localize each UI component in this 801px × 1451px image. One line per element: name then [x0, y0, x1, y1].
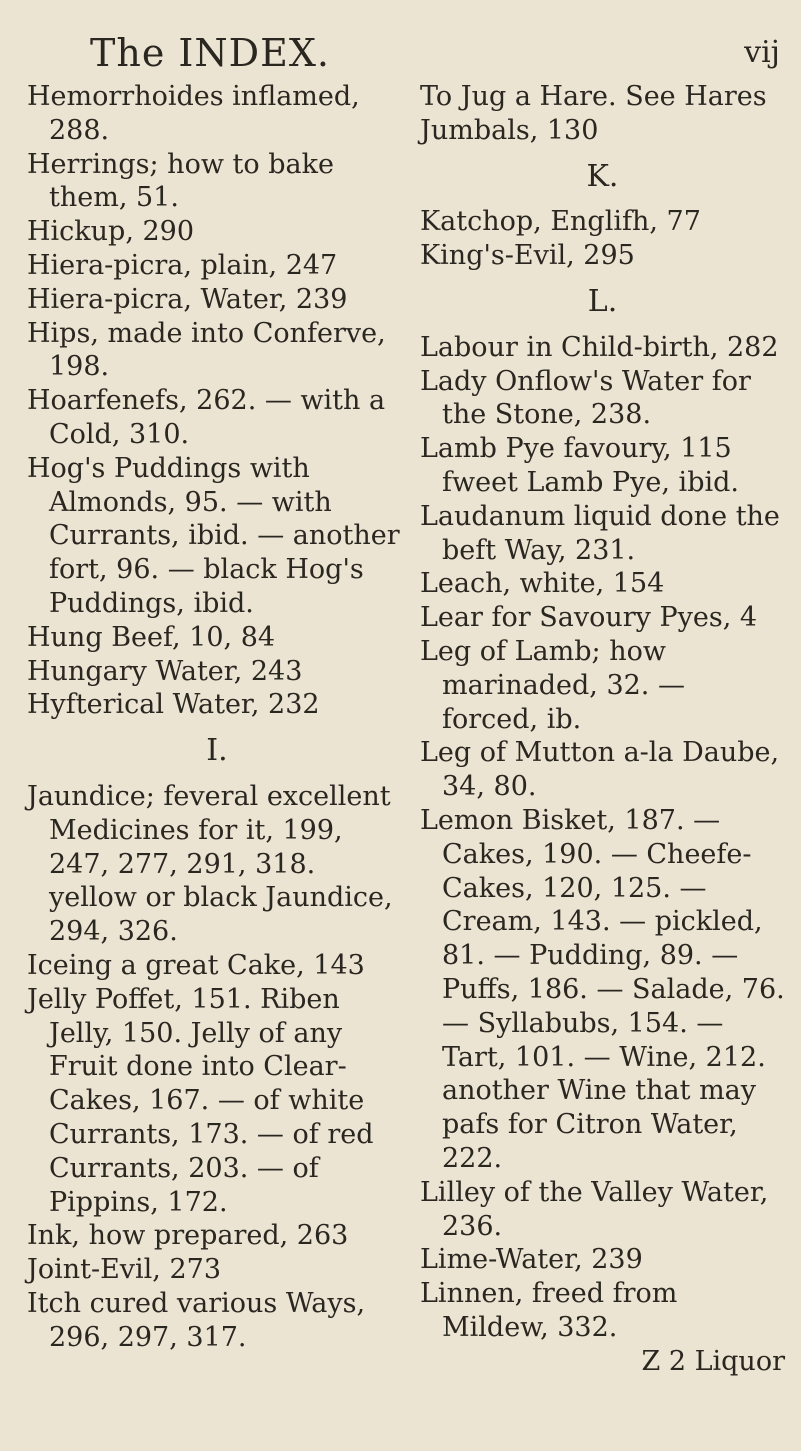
- index-entry: Jelly Poffet, 151. Riben Jelly, 150. Jelly of any Fruit done into Clear-Cakes, 167. — of white Currants, 173. — of red Currants, 203. — of Pippins, 172.: [27, 983, 374, 1218]
- index-entry: Hiera-picra, plain, 247: [27, 249, 338, 281]
- index-entry: Itch cured various Ways, 296, 297, 317.: [27, 1287, 366, 1353]
- index-entry: Hyfterical Water, 232: [27, 689, 320, 721]
- index-entry: Linnen, freed from Mildew, 332.: [420, 1278, 678, 1343]
- index-entry: To Jug a Hare. See Hares: [420, 81, 767, 112]
- index-entry: Hiera-picra, Water, 239: [27, 283, 348, 315]
- index-entry: Hungary Water, 243: [27, 655, 303, 687]
- section-letter: K.: [586, 158, 619, 194]
- index-entry: Hog's Puddings with Almonds, 95. — with Currants, ibid. — another fort, 96. — black Hog's Puddings, ibid.: [27, 452, 400, 619]
- index-column-right: [420, 80, 785, 1378]
- section-letter: L.: [587, 283, 618, 319]
- index-entry: Jaundice; feveral excellent Medicines for it, 199, 247, 277, 291, 318. yellow or black Jaundice, 294, 326.: [27, 780, 393, 948]
- index-entry: Lamb Pye favoury, 115 fweet Lamb Pye, ibid.: [420, 433, 739, 498]
- index-entry: Lilley of the Valley Water, 236.: [420, 1176, 769, 1242]
- index-entry: Lime-Water, 239: [420, 1244, 643, 1276]
- index-entry: Hoarfenefs, 262. — with a Cold, 310.: [27, 385, 386, 450]
- section-letter: I.: [206, 733, 228, 769]
- index-entry: Leg of Lamb; how marinaded, 32. — forced, ib.: [420, 635, 685, 735]
- index-entry: King's-Evil, 295: [420, 240, 635, 272]
- page-number: vij: [744, 35, 780, 70]
- running-title: The INDEX.: [90, 31, 330, 75]
- index-entry: Labour in Child-birth, 282: [420, 331, 779, 363]
- index-entry: Hickup, 290: [27, 216, 195, 248]
- index-column-left: [27, 80, 407, 1354]
- index-entry: Leg of Mutton a-la Daube, 34, 80.: [420, 737, 780, 803]
- index-entry: Herrings; how to bake them, 51.: [27, 148, 334, 214]
- page-header: [90, 28, 780, 78]
- index-entry: Ink, how prepared, 263: [27, 1220, 349, 1252]
- index-entry: Hung Beef, 10, 84: [27, 621, 276, 653]
- index-entry: Jumbals, 130: [420, 114, 599, 146]
- index-entry: Lear for Savoury Pyes, 4: [420, 602, 758, 634]
- index-entry: Leach, white, 154: [420, 568, 665, 600]
- index-entry: Joint-Evil, 273: [27, 1254, 222, 1286]
- index-entry: Iceing a great Cake, 143: [27, 949, 365, 981]
- index-entry: Hips, made into Conferve, 198.: [27, 317, 386, 383]
- index-entry: Lemon Bisket, 187. — Cakes, 190. — Cheefe-Cakes, 120, 125. — Cream, 143. — pickled, 81. — Pudding, 89. — Puffs, 186. — Salade, 76. — Syllabubs, 154. — Tart, 101. — Wine, 212. another Wine that may pafs for Citron Water, 222.: [420, 804, 785, 1174]
- index-entry: Lady Onflow's Water for the Stone, 238.: [420, 365, 751, 431]
- catchword: Z 2 Liquor: [641, 1345, 785, 1377]
- index-entry: Laudanum liquid done the beft Way, 231.: [420, 500, 780, 566]
- index-entry: Katchop, Englifh, 77: [420, 206, 701, 238]
- index-entry: Hemorrhoides inflamed, 288.: [27, 81, 360, 146]
